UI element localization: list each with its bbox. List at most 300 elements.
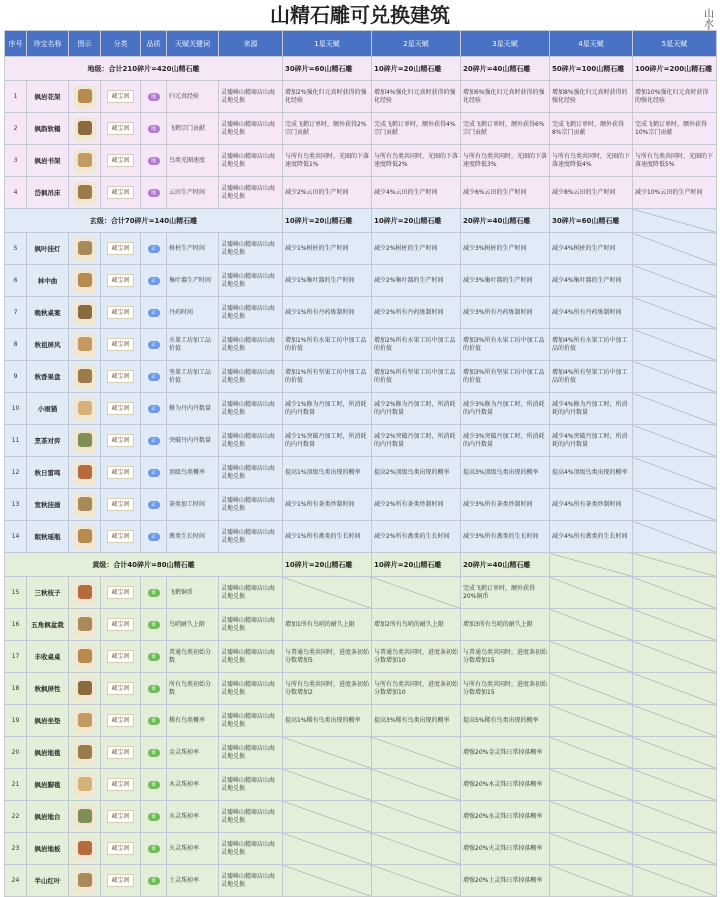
col-header-category: 分类 (101, 31, 141, 57)
col-header-name: 珍宝名称 (27, 31, 69, 57)
category-tag: 藏宝阁 (107, 434, 133, 447)
row-index: 8 (5, 329, 27, 361)
row-index: 2 (5, 113, 27, 145)
item-category-cell (101, 457, 141, 489)
item-picture-cell (69, 865, 101, 897)
star3-effect: 增强20%土灵珠日常掉落概率 (461, 865, 550, 897)
group-cost-star5: 100碎片=200山精石雕 (633, 57, 717, 81)
item-source: 灵墟峰山精商店山海灵地兑换 (219, 81, 283, 113)
item-category-cell (101, 265, 141, 297)
rank-badge: 玄 (148, 469, 160, 477)
furniture-icon (78, 305, 92, 319)
item-keyword: 鸟哨耐久上限 (167, 609, 219, 641)
item-source: 灵墟峰山精商店山海灵地兑换 (219, 393, 283, 425)
row-index: 14 (5, 521, 27, 553)
star2-effect (372, 801, 461, 833)
star4-effect: 增加8%强化归元真时获得的强化经验 (550, 81, 633, 113)
star1-effect: 增加1所有鸟哨的耐久上限 (283, 609, 372, 641)
star2-effect: 增加2所有鸟哨的耐久上限 (372, 609, 461, 641)
star2-effect (372, 577, 461, 609)
item-category-cell (101, 609, 141, 641)
table-row (5, 609, 717, 641)
item-keyword: 禽类生长时间 (167, 521, 219, 553)
category-tag: 藏宝阁 (107, 618, 133, 631)
row-index: 13 (5, 489, 27, 521)
star5-effect (633, 361, 717, 393)
star5-effect (633, 393, 717, 425)
row-index: 16 (5, 609, 27, 641)
item-name: 枫叶挂灯 (27, 233, 69, 265)
star1-effect: 完成飞鹤订单时，额外获得2%宗门贡献 (283, 113, 372, 145)
item-picture (74, 645, 96, 669)
item-picture (74, 181, 96, 205)
item-name: 眠秋瑶瓶 (27, 521, 69, 553)
star4-effect (550, 769, 633, 801)
item-keyword: 稀有鸟类概率 (167, 705, 219, 737)
item-name: 枫岩坐垫 (27, 705, 69, 737)
star1-effect: 与所有鸟类共同时，进度条初始分数增加2 (283, 673, 372, 705)
item-source: 灵墟峰山精商店山海灵地兑换 (219, 425, 283, 457)
star3-effect: 减少3%修为丹加工时，所消耗的内丹数量 (461, 393, 550, 425)
category-tag: 藏宝阁 (107, 746, 133, 759)
item-keyword: 坚果工坊加工品价值 (167, 361, 219, 393)
rank-badge: 黄 (148, 685, 160, 693)
item-picture (74, 773, 96, 797)
item-picture-cell (69, 393, 101, 425)
star4-effect: 减少4%突破丹加工时，所消耗的内丹数量 (550, 425, 633, 457)
star1-effect (283, 769, 372, 801)
item-picture (74, 613, 96, 637)
item-rank-cell (141, 833, 167, 865)
furniture-icon (78, 465, 92, 479)
star2-effect (372, 833, 461, 865)
star3-effect: 减少3%所有禽类的生长时间 (461, 521, 550, 553)
item-name: 晚秋桌案 (27, 297, 69, 329)
star4-effect (550, 833, 633, 865)
item-rank-cell (141, 145, 167, 177)
row-index: 7 (5, 297, 27, 329)
item-source: 灵墟峰山精商店山海灵地兑换 (219, 641, 283, 673)
item-picture-cell (69, 577, 101, 609)
category-tag: 藏宝阁 (107, 810, 133, 823)
star2-effect: 提高3%稀有鸟类出现的概率 (372, 705, 461, 737)
group-title: 玄级：合计70碎片=140山精石雕 (5, 209, 283, 233)
group-cost-star3: 20碎片=40山精石雕 (461, 553, 550, 577)
item-category-cell (101, 673, 141, 705)
star3-effect: 与普通鸟类共同时，进度条初始分数增加15 (461, 641, 550, 673)
rank-badge: 黄 (148, 813, 160, 821)
item-keyword: 土灵珠掉率 (167, 865, 219, 897)
star2-effect: 减少4%云田的生产时间 (372, 177, 461, 209)
item-source: 灵墟峰山精商店山海灵地兑换 (219, 737, 283, 769)
star5-effect (633, 577, 717, 609)
item-category-cell (101, 81, 141, 113)
star3-effect: 增加3%所有水果工坊中加工品的价值 (461, 329, 550, 361)
item-keyword: 云田生产时间 (167, 177, 219, 209)
item-name: 枫韵软榻 (27, 113, 69, 145)
page-title: 山精石雕可兑换建筑 (0, 0, 720, 30)
furniture-icon (78, 153, 92, 167)
rank-badge: 黄 (148, 717, 160, 725)
item-name: 枫岩书架 (27, 145, 69, 177)
rank-badge: 黄 (148, 877, 160, 885)
category-tag: 藏宝阁 (107, 402, 133, 415)
table-row (5, 113, 717, 145)
star2-effect: 减少2%树桩的生产时间 (372, 233, 461, 265)
item-category-cell (101, 865, 141, 897)
col-header-rank: 品质 (141, 31, 167, 57)
star4-effect (550, 609, 633, 641)
group-title: 地级：合计210碎片=420山精石雕 (5, 57, 283, 81)
col-header-star2: 2星天赋 (372, 31, 461, 57)
item-name: 枫岩花架 (27, 81, 69, 113)
table-row (5, 673, 717, 705)
rank-badge: 玄 (148, 309, 160, 317)
star2-effect (372, 865, 461, 897)
item-category-cell (101, 145, 141, 177)
group-header-row (5, 57, 717, 81)
item-keyword: 水果工坊加工品价值 (167, 329, 219, 361)
item-name: 秋香果盘 (27, 361, 69, 393)
star5-effect: 增加10%强化归元真时获得的强化经验 (633, 81, 717, 113)
row-index: 20 (5, 737, 27, 769)
item-rank-cell (141, 265, 167, 297)
rank-badge: 地 (148, 93, 160, 101)
col-header-star3: 3星天赋 (461, 31, 550, 57)
category-tag: 藏宝阁 (107, 338, 133, 351)
item-name: 三秋枝子 (27, 577, 69, 609)
item-source: 灵墟峰山精商店山海灵地兑换 (219, 673, 283, 705)
star4-effect: 完成飞鹤订单时，额外获得8%宗门贡献 (550, 113, 633, 145)
star5-effect (633, 705, 717, 737)
item-category-cell (101, 329, 141, 361)
item-picture (74, 429, 96, 453)
star5-effect: 完成飞鹤订单时，额外获得10%宗门贡献 (633, 113, 717, 145)
item-rank-cell (141, 361, 167, 393)
group-cost-star2: 10碎片=20山精石雕 (372, 57, 461, 81)
furniture-icon (78, 617, 92, 631)
furniture-icon (78, 873, 92, 887)
item-rank-cell (141, 233, 167, 265)
exchange-table (4, 30, 717, 897)
item-picture-cell (69, 673, 101, 705)
item-picture (74, 581, 96, 605)
item-picture-cell (69, 329, 101, 361)
item-picture-cell (69, 801, 101, 833)
star3-effect: 增强20%火灵珠日常掉落概率 (461, 833, 550, 865)
item-source: 灵墟峰山精商店山海灵地兑换 (219, 361, 283, 393)
item-rank-cell (141, 329, 167, 361)
item-rank-cell (141, 113, 167, 145)
star2-effect: 增加4%强化归元真时获得的强化经验 (372, 81, 461, 113)
table-row (5, 145, 717, 177)
star5-effect (633, 329, 717, 361)
star2-effect: 减少2%突破丹加工时，所消耗的内丹数量 (372, 425, 461, 457)
star5-effect (633, 457, 717, 489)
item-name: 岱枫吊床 (27, 177, 69, 209)
star1-effect: 减少1%集叶器的生产时间 (283, 265, 372, 297)
furniture-icon (78, 121, 92, 135)
star2-effect: 与所有鸟类共同时，进度条初始分数增加10 (372, 673, 461, 705)
furniture-icon (78, 649, 92, 663)
item-keyword: 集叶器生产时间 (167, 265, 219, 297)
row-index: 17 (5, 641, 27, 673)
item-picture-cell (69, 361, 101, 393)
item-picture-cell (69, 609, 101, 641)
table-row (5, 393, 717, 425)
category-tag: 藏宝阁 (107, 874, 133, 887)
star2-effect: 与所有鸟类共同时，光圈的下落速度降低2% (372, 145, 461, 177)
category-tag: 藏宝阁 (107, 682, 133, 695)
logo-char: 水 (700, 20, 718, 30)
star1-effect: 减少1%树桩的生产时间 (283, 233, 372, 265)
table-row (5, 737, 717, 769)
star1-effect: 减少1%所有禽类的生长时间 (283, 521, 372, 553)
item-picture-cell (69, 81, 101, 113)
item-category-cell (101, 833, 141, 865)
item-keyword: 飞鹤铜币 (167, 577, 219, 609)
item-keyword: 突破丹内丹数量 (167, 425, 219, 457)
group-header-row (5, 553, 717, 577)
group-cost-star2: 10碎片=20山精石雕 (372, 209, 461, 233)
item-picture (74, 301, 96, 325)
star4-effect: 减少4%集叶器的生产时间 (550, 265, 633, 297)
item-picture-cell (69, 489, 101, 521)
item-source: 灵墟峰山精商店山海灵地兑换 (219, 177, 283, 209)
item-name: 枫岩地毯 (27, 737, 69, 769)
item-keyword: 水灵珠掉率 (167, 801, 219, 833)
group-header-row (5, 209, 717, 233)
item-picture (74, 365, 96, 389)
item-keyword: 顶级鸟类概率 (167, 457, 219, 489)
item-picture-cell (69, 769, 101, 801)
rank-badge: 地 (148, 157, 160, 165)
item-picture-cell (69, 457, 101, 489)
star2-effect (372, 737, 461, 769)
item-name: 秋日雷鸣 (27, 457, 69, 489)
item-source: 灵墟峰山精商店山海灵地兑换 (219, 145, 283, 177)
group-title: 黄级：合计40碎片=80山精石雕 (5, 553, 283, 577)
row-index: 9 (5, 361, 27, 393)
star2-effect: 减少2%所有禽类的生长时间 (372, 521, 461, 553)
item-category-cell (101, 801, 141, 833)
table-row (5, 81, 717, 113)
item-picture (74, 397, 96, 421)
star5-effect: 与所有鸟类共同时，光圈的下落速度降低5% (633, 145, 717, 177)
star4-effect: 减少4%所有禽类的生长时间 (550, 521, 633, 553)
star5-effect (633, 801, 717, 833)
col-header-source: 来源 (219, 31, 283, 57)
row-index: 18 (5, 673, 27, 705)
item-picture (74, 117, 96, 141)
rank-badge: 玄 (148, 533, 160, 541)
item-source: 灵墟峰山精商店山海灵地兑换 (219, 457, 283, 489)
item-picture (74, 461, 96, 485)
group-cost-star5 (633, 209, 717, 233)
category-tag: 藏宝阁 (107, 714, 133, 727)
item-keyword: 飞鹤宗门贡献 (167, 113, 219, 145)
item-picture-cell (69, 425, 101, 457)
star4-effect: 减少4%修为丹加工时，所消耗的内丹数量 (550, 393, 633, 425)
star4-effect (550, 673, 633, 705)
item-picture-cell (69, 521, 101, 553)
group-cost-star3: 20碎片=40山精石雕 (461, 57, 550, 81)
category-tag: 藏宝阁 (107, 274, 133, 287)
group-cost-star4 (550, 553, 633, 577)
item-category-cell (101, 577, 141, 609)
star1-effect (283, 865, 372, 897)
row-index: 4 (5, 177, 27, 209)
item-picture-cell (69, 833, 101, 865)
item-picture-cell (69, 113, 101, 145)
item-name: 烹茶对弈 (27, 425, 69, 457)
star4-effect: 减少8%云田的生产时间 (550, 177, 633, 209)
group-cost-star1: 10碎片=20山精石雕 (283, 209, 372, 233)
star5-effect: 减少10%云田的生产时间 (633, 177, 717, 209)
row-index: 23 (5, 833, 27, 865)
item-rank-cell (141, 457, 167, 489)
table-row (5, 833, 717, 865)
item-keyword: 丹药时间 (167, 297, 219, 329)
item-keyword: 树桩生产时间 (167, 233, 219, 265)
row-index: 22 (5, 801, 27, 833)
category-tag: 藏宝阁 (107, 370, 133, 383)
star3-effect: 完成飞鹤订单时，额外获得6%宗门贡献 (461, 113, 550, 145)
group-cost-star4: 30碎片=60山精石雕 (550, 209, 633, 233)
row-index: 5 (5, 233, 27, 265)
rank-badge: 地 (148, 189, 160, 197)
rank-badge: 地 (148, 125, 160, 133)
star5-effect (633, 641, 717, 673)
star2-effect: 增加2%所有坚果工坊中加工品的价值 (372, 361, 461, 393)
star2-effect (372, 769, 461, 801)
item-source: 灵墟峰山精商店山海灵地兑换 (219, 297, 283, 329)
item-category-cell (101, 361, 141, 393)
item-category-cell (101, 489, 141, 521)
item-rank-cell (141, 769, 167, 801)
item-picture-cell (69, 145, 101, 177)
item-source: 灵墟峰山精商店山海灵地兑换 (219, 609, 283, 641)
star3-effect: 减少6%云田的生产时间 (461, 177, 550, 209)
furniture-icon (78, 369, 92, 383)
item-name: 秋枫屏性 (27, 673, 69, 705)
item-source: 灵墟峰山精商店山海灵地兑换 (219, 489, 283, 521)
furniture-icon (78, 497, 92, 511)
table-row (5, 265, 717, 297)
item-category-cell (101, 737, 141, 769)
category-tag: 藏宝阁 (107, 842, 133, 855)
rank-badge: 黄 (148, 749, 160, 757)
item-category-cell (101, 425, 141, 457)
table-row (5, 705, 717, 737)
col-header-star4: 4星天赋 (550, 31, 633, 57)
item-category-cell (101, 297, 141, 329)
item-rank-cell (141, 641, 167, 673)
star1-effect: 减少1%所有茶类炒制时间 (283, 489, 372, 521)
star3-effect: 减少3%所有丹药炼制时间 (461, 297, 550, 329)
star3-effect: 减少3%树桩的生产时间 (461, 233, 550, 265)
star1-effect (283, 577, 372, 609)
star3-effect: 与所有鸟类共同时，光圈的下落速度降低3% (461, 145, 550, 177)
category-tag: 藏宝阁 (107, 778, 133, 791)
item-keyword: 所有鸟类初始分数 (167, 673, 219, 705)
item-rank-cell (141, 489, 167, 521)
item-source: 灵墟峰山精商店山海灵地兑换 (219, 865, 283, 897)
table-row (5, 297, 717, 329)
item-rank-cell (141, 521, 167, 553)
category-tag: 藏宝阁 (107, 498, 133, 511)
table-header-row (5, 31, 717, 57)
rank-badge: 黄 (148, 845, 160, 853)
star3-effect: 提高5%稀有鸟类出现的概率 (461, 705, 550, 737)
furniture-icon (78, 401, 92, 415)
item-rank-cell (141, 425, 167, 457)
rank-badge: 玄 (148, 437, 160, 445)
item-keyword: 归元真经验 (167, 81, 219, 113)
star5-effect (633, 865, 717, 897)
star4-effect: 提高4%顶级鸟类出现的概率 (550, 457, 633, 489)
category-tag: 藏宝阁 (107, 466, 133, 479)
item-picture (74, 741, 96, 765)
rank-badge: 玄 (148, 245, 160, 253)
item-picture-cell (69, 297, 101, 329)
table-row (5, 769, 717, 801)
item-picture (74, 237, 96, 261)
furniture-icon (78, 337, 92, 351)
star3-effect: 减少3%所有茶类炒制时间 (461, 489, 550, 521)
item-rank-cell (141, 609, 167, 641)
star1-effect: 增加1%所有水果工坊中加工品的价值 (283, 329, 372, 361)
table-row (5, 329, 717, 361)
table-row (5, 521, 717, 553)
item-category-cell (101, 705, 141, 737)
col-header-star1: 1星天赋 (283, 31, 372, 57)
item-rank-cell (141, 865, 167, 897)
category-tag: 藏宝阁 (107, 586, 133, 599)
item-rank-cell (141, 577, 167, 609)
col-header-star5: 5星天赋 (633, 31, 717, 57)
item-rank-cell (141, 801, 167, 833)
item-picture (74, 493, 96, 517)
star1-effect (283, 833, 372, 865)
star5-effect (633, 521, 717, 553)
row-index: 1 (5, 81, 27, 113)
item-source: 灵墟峰山精商店山海灵地兑换 (219, 769, 283, 801)
table-row (5, 177, 717, 209)
item-keyword: 普通鸟类初始分数 (167, 641, 219, 673)
item-name: 小雨猫 (27, 393, 69, 425)
star5-effect (633, 297, 717, 329)
row-index: 3 (5, 145, 27, 177)
star5-effect (633, 265, 717, 297)
star5-effect (633, 769, 717, 801)
item-source: 灵墟峰山精商店山海灵地兑换 (219, 833, 283, 865)
furniture-icon (78, 185, 92, 199)
star4-effect (550, 577, 633, 609)
item-picture (74, 85, 96, 109)
star4-effect: 减少4%所有茶类炒制时间 (550, 489, 633, 521)
star4-effect (550, 865, 633, 897)
star3-effect: 完成飞鹤订单时，额外获得20%铜币 (461, 577, 550, 609)
col-header-picture: 图示 (69, 31, 101, 57)
item-rank-cell (141, 393, 167, 425)
star2-effect: 完成飞鹤订单时，额外获得4%宗门贡献 (372, 113, 461, 145)
rank-badge: 玄 (148, 373, 160, 381)
item-category-cell (101, 641, 141, 673)
item-picture (74, 869, 96, 893)
rank-badge: 黄 (148, 653, 160, 661)
star4-effect: 减少4%树桩的生产时间 (550, 233, 633, 265)
